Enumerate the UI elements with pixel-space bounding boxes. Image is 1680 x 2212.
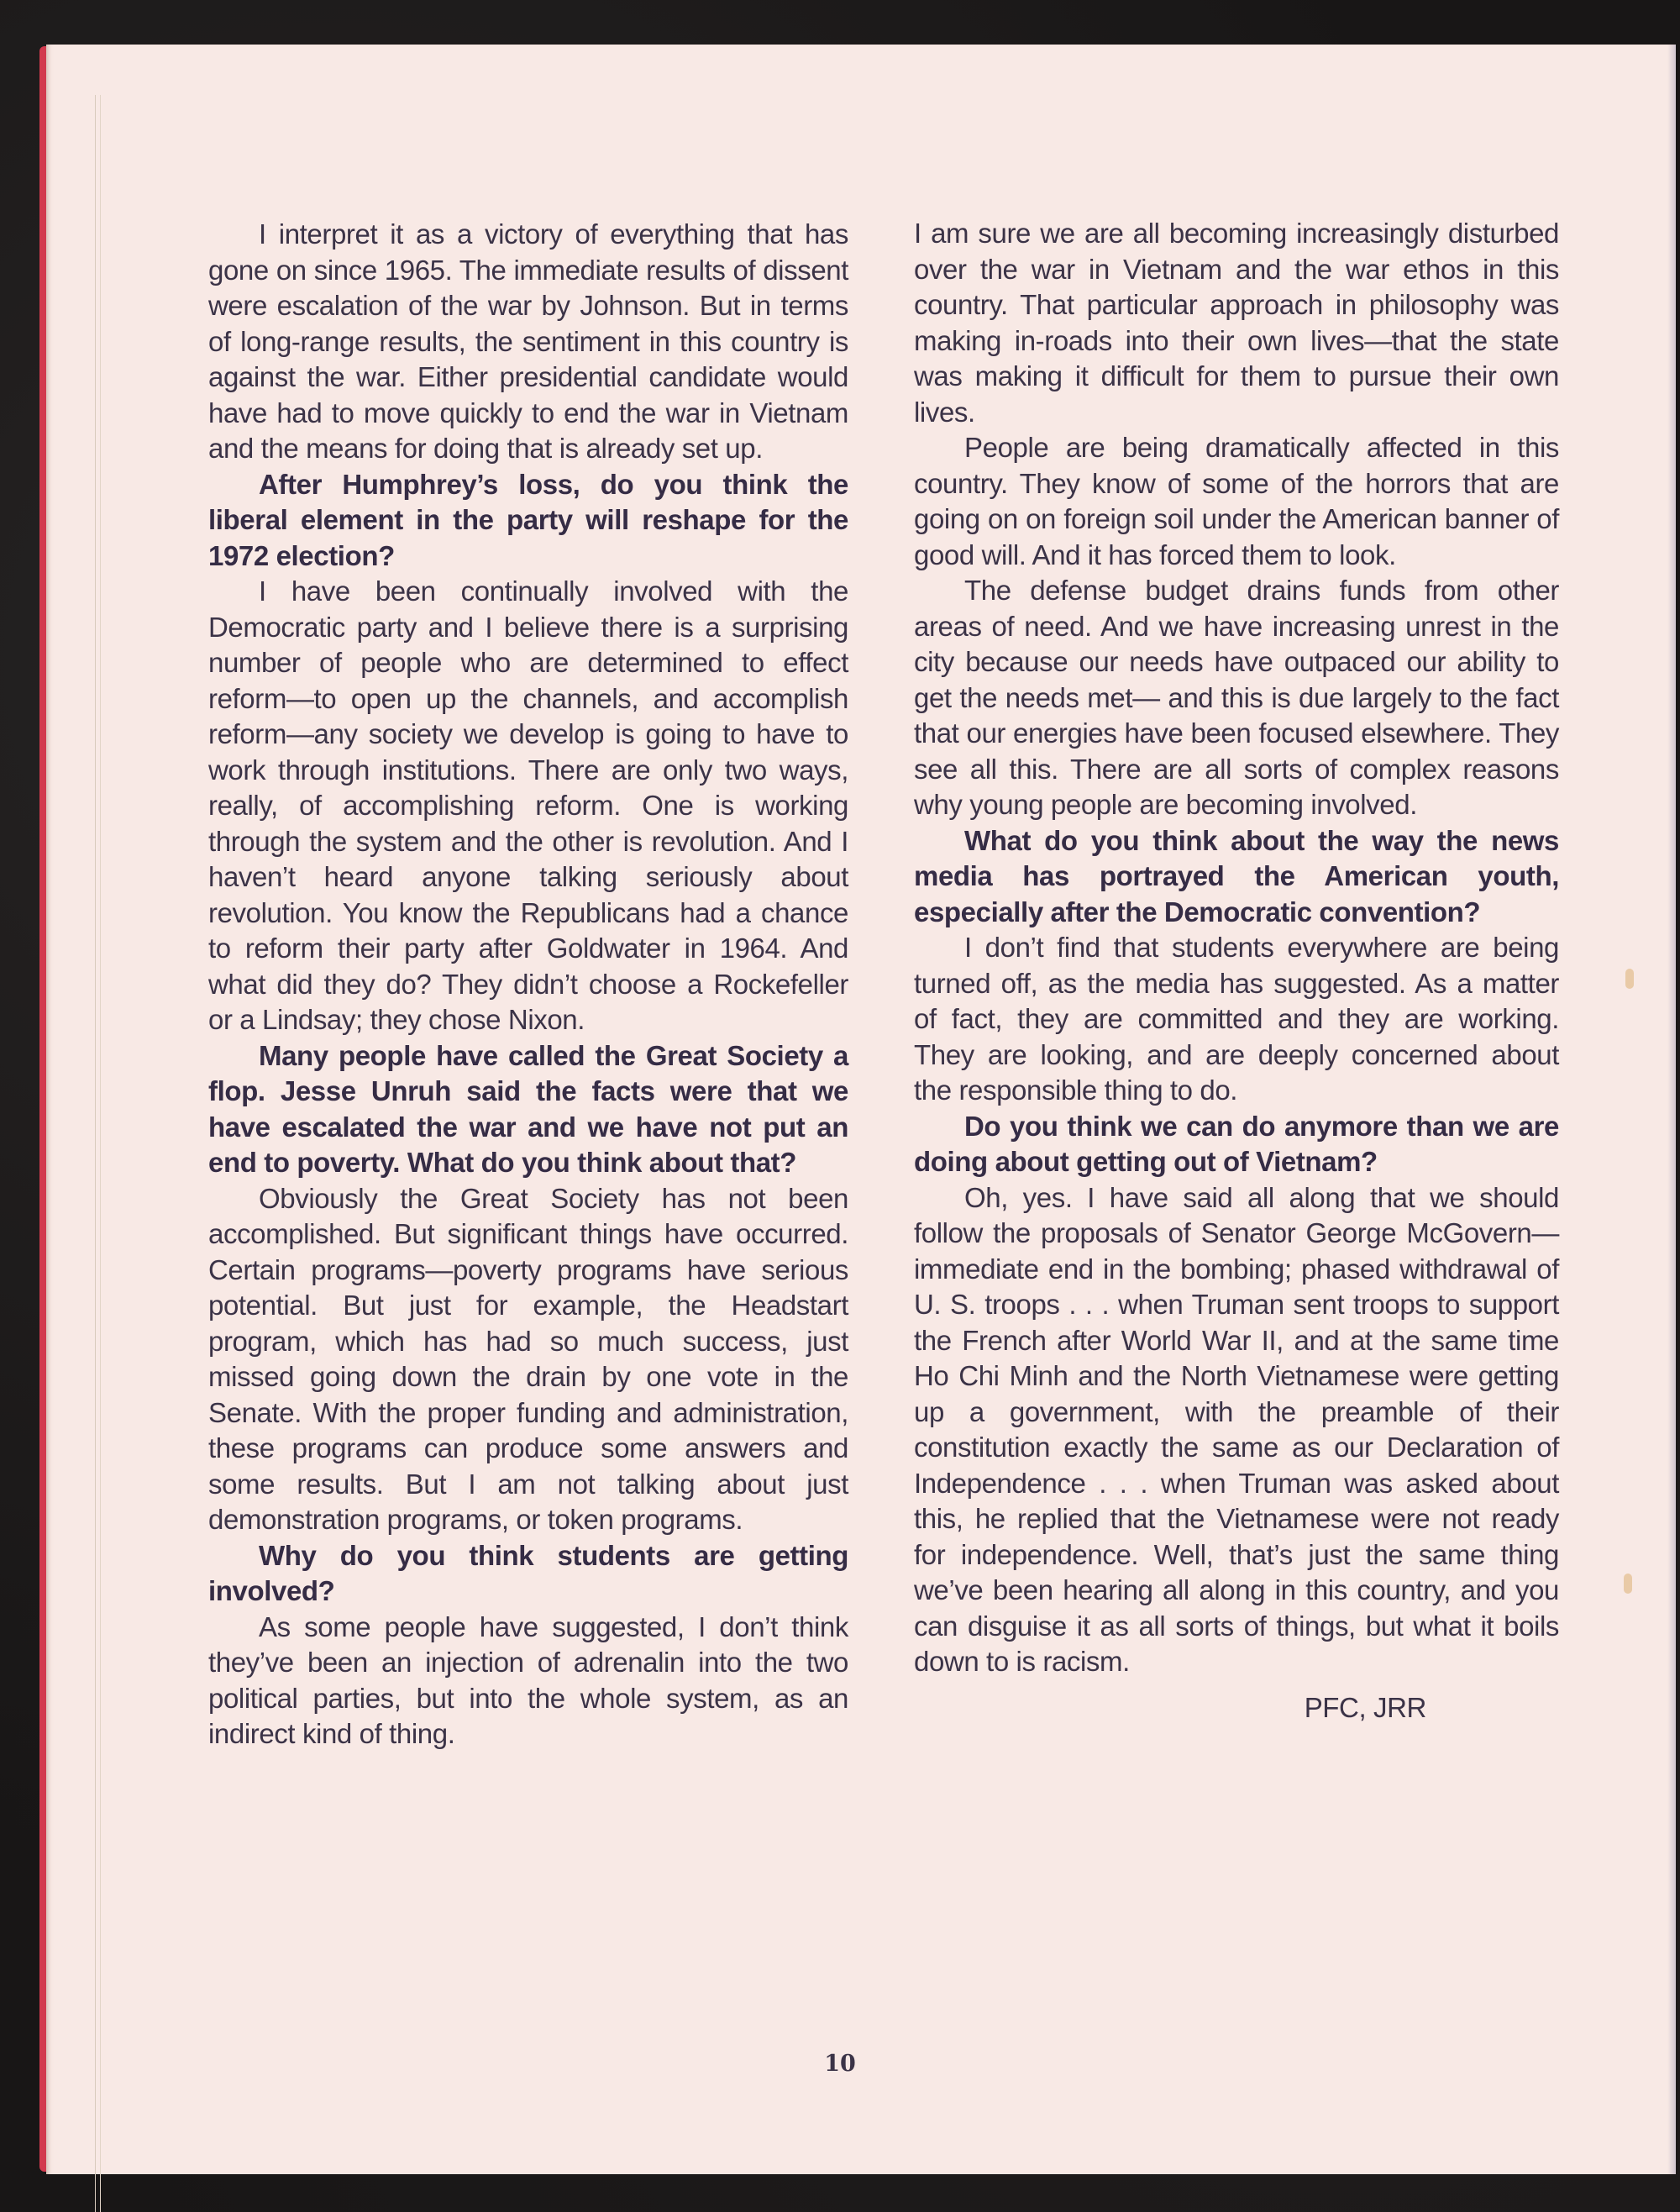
page-number: 10: [824, 2051, 856, 2077]
author-signoff: PFC, JRR: [1304, 1691, 1426, 1723]
page-stack-edge: [95, 95, 101, 2212]
answer-paragraph: I am sure we are all becoming increasingly disturbed over the war in Vietnam and the war ethos in this country. That particular approach in philosophy was making in-roads into their own lives—that the state was making it difficult for them to pursue their own lives.: [914, 218, 1559, 428]
paper-stain: [1624, 1574, 1632, 1594]
answer-paragraph: Obviously the Great Society has not been accomplished. But significant things have occurred. Certain programs—poverty programs have serious potential. But just for example, the Headstart program, which has had so much success, just missed going down the drain by one vote in the Senate. With the proper funding and administration, these programs can produce some answers and some results. But I am not talking about just demonstration programs, or token programs.: [208, 1182, 848, 1535]
paper-stain: [1625, 969, 1634, 989]
interview-question: Many people have called the Great Society a flop. Jesse Unruh said the facts were that we have escalated the war and we have not put an end to poverty. What do you think about that?: [208, 1039, 848, 1178]
answer-paragraph: I don’t find that students everywhere are being turned off, as the media has suggested. As a matter of fact, they are committed and they are working. They are looking, and are deeply concerned about the responsible thing to do.: [914, 932, 1559, 1106]
answer-paragraph: People are being dramatically affected in this country. They know of some of the horrors that are going on on foreign soil under the American banner of good will. And it has forced them to look.: [914, 432, 1559, 570]
answer-paragraph: I interpret it as a victory of everything that has gone on since 1965. The immediate results of dissent were escalation of the war by Johnson. But in terms of long-range results, the sentiment in this country is against the war. Either presidential candidate would have had to move quickly to end the war in Vietnam and the means for doing that is already set up.: [208, 218, 848, 464]
interview-question: Why do you think students are getting involved?: [208, 1539, 848, 1606]
answer-paragraph: The defense budget drains funds from other areas of need. And we have increasing unrest in the city because our needs have outpaced our ability to get the needs met— and this is due largely to the fact that our energies have been focused elsewhere. They see all this. There are all sorts of complex reasons why young people are becoming involved.: [914, 575, 1559, 820]
answer-paragraph: As some people have suggested, I don’t think they’ve been an injection of adrenalin into the two political parties, but into the whole system, as an indirect kind of thing.: [208, 1610, 848, 1749]
interview-question: After Humphrey’s loss, do you think the liberal element in the party will reshape for the 1972 election?: [208, 468, 848, 571]
interview-question: Do you think we can do anymore than we are doing about getting out of Vietnam?: [914, 1110, 1559, 1177]
answer-paragraph: Oh, yes. I have said all along that we should follow the proposals of Senator George McGovern—immediate end in the bombing; phased withdrawal of U. S. troops . . . when Truman sent troops to support the French after World War II, and at the same time Ho Chi Minh and the North Vietnamese were getting up a government, with the preamble of their constitution exactly the same as our Declaration of Independence . . . when Truman was asked about this, he replied that the Vietnamese were not ready for independence. Well, that’s just the same thing we’ve been hearing all along in this country, and you can disguise it as all sorts of things, but what it boils down to is racism.: [914, 1181, 1559, 1677]
page-right-shadow: [1667, 45, 1676, 2174]
interview-question: What do you think about the way the news media has portrayed the American youth, especially after the Democratic convention?: [914, 824, 1559, 927]
text-column-right: [914, 216, 1559, 1726]
answer-paragraph: I have been continually involved with the Democratic party and I believe there is a surprising number of people who are determined to effect reform—to open up the channels, and accomplish reform—any society we develop is going to have to work through institutions. There are only two ways, really, of accomplishing reform. One is working through the system and the other is revolution. And I haven’t heard anyone talking seriously about revolution. You know the Republicans had a chance to reform their party after Goldwater in 1964. And what did they do? They didn’t choose a Rockefeller or a Lindsay; they chose Nixon.: [208, 575, 848, 1035]
text-column-left: [208, 217, 848, 1752]
